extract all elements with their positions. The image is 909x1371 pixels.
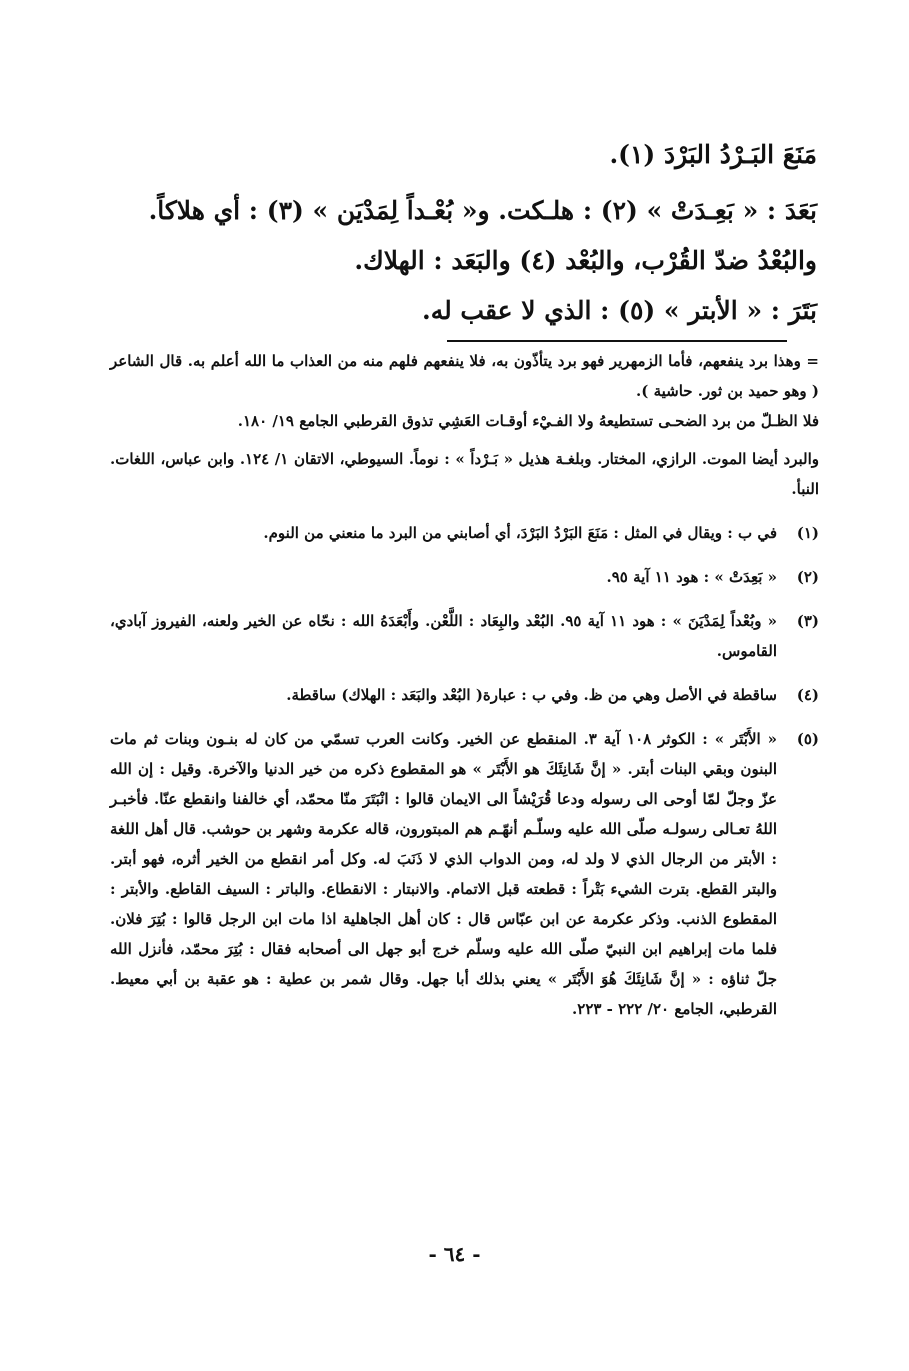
main-line: بَتَرَ : « الأبتر » (٥) : الذي لا عقب له.: [422, 296, 817, 325]
footnote-3: [110, 606, 819, 666]
footnote-text: « بَعِدَتْ » : هود ١١ آية ٩٥.: [606, 568, 777, 586]
main-text: [100, 130, 817, 336]
footnote-4: [110, 680, 819, 710]
footnote-1: [110, 518, 819, 548]
footnote-number: (١): [796, 524, 819, 542]
footnote-text: في ب : ويقال في المثل : مَنَعَ البَرْدُ البَرْدَ، أي أصابني من البرد ما منعني من النوم.: [263, 524, 777, 542]
note-verse: فلا الظـلّ من برد الضحـى تستطيعهُ ولا الفـيْء أوقـات العَشِي تذوق القرطبي الجامع ١٩/ ١٨٠.: [237, 412, 819, 430]
footnote-number: (٥): [796, 730, 819, 748]
note-continuation: = وهذا برد ينفعهم، فأما الزمهرير فهو برد يتأذّون به، فلا ينفعهم فلهم منه من العذاب ما الله أعلم به. قال الشاعر ( وهو حميد بن ثور. حاشية ).: [110, 352, 819, 400]
main-line: بَعَدَ : « بَعِـدَتْ » (٢) : هلـكت. و« بُعْـداً لِمَدْيَن » (٣) : أي هلاكاً.: [148, 196, 817, 225]
footnote-number: (٢): [796, 568, 819, 586]
page-number: - ٦٤ -: [428, 1242, 481, 1266]
footnote-text: « الأَبْتَر » : الكوثر ١٠٨ آية ٣. المنقطع عن الخير. وكانت العرب تسمّي من كان له بنـون وبنات ثم مات البنون وبقي البنات أبتر. « إنَّ شَانِئَكَ هو الأَبْتَر » هو المقطوع ذكره من خير الدنيا والآخرة. وقيل : إن الله عزّ وجلّ لمّا أوحى الى رسوله ودعا قُرَيْشاً الى الايمان قالوا : انْبَتَرَ منّا محمّد، أي خالفنا وانقطع عنّا. فأخبـر اللهُ تعـالى رسولـه صلّى الله عليه وسلّـم أنهّـم هم المبتورون، قاله عكرمة وشهر بن حوشب. قال أهل اللغة : الأبتر من الرجال الذي لا ولد له، ومن الدواب الذي لا ذَنَبَ له. وكل أمر انقطع من الخير أثره، فهو أبتر. والبتر القطع. بترت الشيء بَتْراً : قطعته قبل الاتمام. والانبتار : الانقطاع. والباتر : السيف القاطع. والأبتر : المقطوع الذنب. وذكر عكرمة عن ابن عبّاس قال : كان أهل الجاهلية اذا مات ابن الرجل قالوا : بُتِرَ فلان. فلما مات إبراهيم ابن النبيّ صلّى الله عليه وسلّم خرج أبو جهل الى أصحابه فقال : بُتِرَ محمّد، فأنزل الله جلّ ثناؤه : « إنَّ شَانِئَكَ هُوَ الأَبْتَر » يعني بذلك أبا جهل. وقال شمر بن عطية : هو عقبة بن أبي معيط. القرطبي، الجامع ٢٠/ ٢٢٢ - ٢٢٣.: [110, 730, 777, 1018]
main-line: مَنَعَ البَـرْدُ البَرْدَ (١).: [609, 140, 817, 169]
footnote-number: (٤): [796, 686, 819, 704]
footnote-text: « وبُعْداً لِمَدْيَنَ » : هود ١١ آية ٩٥. البُعْد والبِعَاد : اللَّعْن. وأَبْعَدَهُ الله : نحّاه عن الخير ولعنه، الفيروز آبادي، القاموس.: [110, 612, 777, 660]
footnote-5: [110, 724, 819, 1024]
note-continuation: والبرد أيضا الموت. الرازي، المختار. وبلغـة هذيل « بَـرْداً » : نوماً. السيوطي، الاتقان ١/ ١٢٤. وابن عباس، اللغات. النبأ.: [110, 450, 820, 498]
footnote-number: (٣): [796, 612, 819, 630]
main-line: والبُعْدُ ضدّ القُرْب، والبُعْد (٤) والبَعَد : الهلاك.: [354, 246, 817, 275]
footnotes-section: [110, 346, 819, 1024]
footnote-2: [110, 562, 819, 592]
footnote-text: ساقطة في الأصل وهي من ظ. وفي ب : عبارة( البُعْد والبَعَد : الهلاك) ساقطة.: [286, 686, 777, 704]
footnote-divider: [447, 340, 787, 342]
